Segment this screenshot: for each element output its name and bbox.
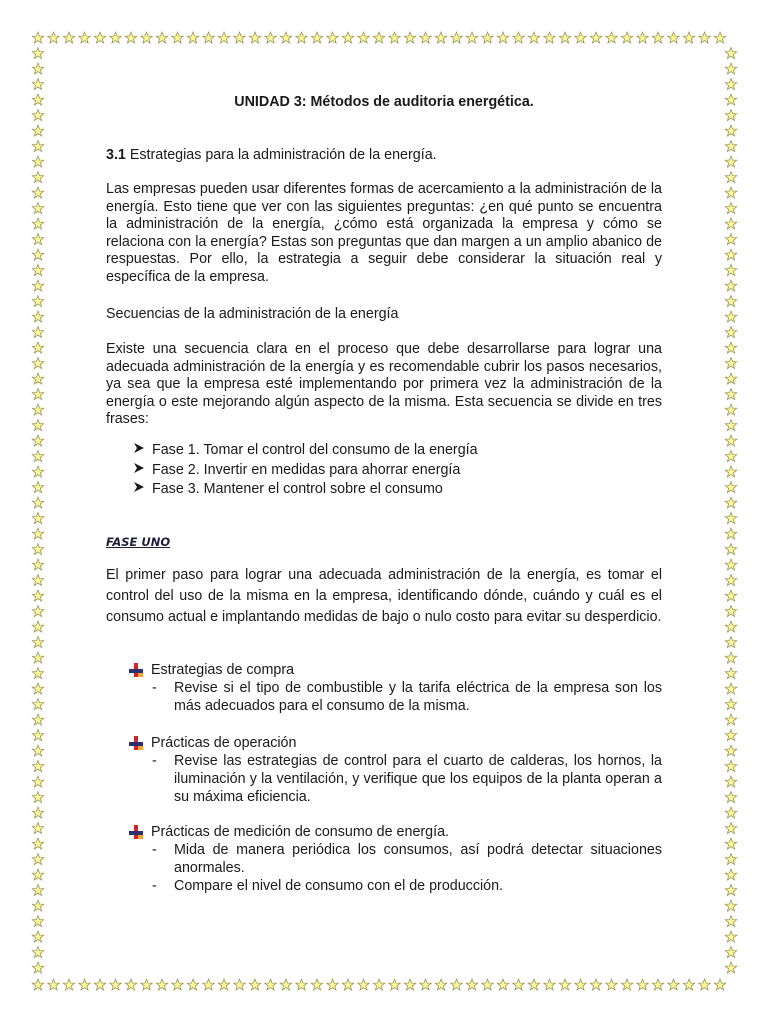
star-icon [32,420,43,431]
star-icon [32,389,43,400]
star-icon [156,32,167,43]
star-icon [725,94,736,105]
star-icon [668,979,679,990]
star-icon [725,931,736,942]
star-icon [725,172,736,183]
star-icon [32,575,43,586]
star-icon [725,838,736,849]
star-icon [32,606,43,617]
star-icon [296,979,307,990]
phase-label: Fase 2. Invertir en medidas para ahorrar energía [152,461,461,478]
strategy-item-text: Compare el nivel de consumo con el de producción. [174,878,504,894]
star-icon [249,979,260,990]
star-icon [528,979,539,990]
star-icon [725,187,736,198]
star-icon [32,962,43,973]
star-icon [32,621,43,632]
star-icon [32,156,43,167]
star-icon [513,32,524,43]
star-icon [32,916,43,927]
star-icon [725,745,736,756]
star-icon [342,32,353,43]
star-icon [218,32,229,43]
arrowhead-bullet-icon [133,442,145,454]
star-icon [714,32,725,43]
star-icon [451,979,462,990]
star-icon [544,32,555,43]
star-icon [32,497,43,508]
phase-item [133,441,478,461]
star-icon [466,32,477,43]
phase-item [133,461,478,481]
section-title: Estrategias para la administración de la energía. [129,147,437,163]
star-icon [699,32,710,43]
star-icon [32,823,43,834]
star-icon [725,559,736,570]
star-icon [32,807,43,818]
star-icon [725,947,736,958]
star-icon [32,32,43,43]
star-icon [32,730,43,741]
star-icon [725,218,736,229]
star-icon [110,979,121,990]
star-icon [725,683,736,694]
star-icon [32,745,43,756]
star-icon [280,979,291,990]
star-icon [358,32,369,43]
star-icon [725,900,736,911]
star-icon [32,435,43,446]
star-icon [725,730,736,741]
star-icon [48,32,59,43]
sequence-paragraph: Existe una secuencia clara en el proceso que debe desarrollarse para lograr una adecuada administración de la energía y es recomendable cubrir los pasos necesarios, ya sea que la empresa esté implementando por primera vez la administración de la energía o este mejorando algún aspecto de la misma. Esta secuencia se divide en tres frases: [106,341,662,428]
star-icon [435,32,446,43]
star-icon [725,311,736,322]
star-icon [32,683,43,694]
star-icon [32,172,43,183]
strategy-title: Estrategias de compra [151,662,295,678]
strategy-item: - Compare el nivel de consumo con el de producción. [152,878,504,894]
star-icon [32,48,43,59]
star-icon [559,32,570,43]
star-icon [32,979,43,990]
star-icon [265,979,276,990]
star-icon [725,544,736,555]
star-icon [172,979,183,990]
star-icon [32,761,43,772]
star-icon [725,249,736,260]
star-icon [725,497,736,508]
star-icon [725,63,736,74]
strategy-block [127,661,662,715]
star-icon [203,979,214,990]
star-icon [342,979,353,990]
strategy-item-text: Revise las estrategias de control para el cuarto de calderas, los hornos, la iluminación y la ventilación, y verifique que los equipos de la planta operan a su máxima eficiencia. [174,753,662,805]
star-icon [404,32,415,43]
star-icon [32,342,43,353]
star-icon [32,776,43,787]
strategy-block [127,823,662,895]
star-icon [141,32,152,43]
phase-label: Fase 1. Tomar el control del consumo de la energía [152,442,478,458]
star-icon [725,575,736,586]
star-icon [32,265,43,276]
star-icon [311,979,322,990]
star-icon [32,327,43,338]
star-icon [725,962,736,973]
star-icon [48,979,59,990]
star-icon [32,63,43,74]
star-icon [513,979,524,990]
star-icon [725,420,736,431]
star-icon [32,218,43,229]
star-icon [32,249,43,260]
star-icon [327,979,338,990]
star-icon [606,32,617,43]
strategy-item-text: Revise si el tipo de combustible y la tarifa eléctrica de la empresa son los más adecuados para el consumo de la misma. [174,680,662,714]
star-icon [725,528,736,539]
star-icon [683,979,694,990]
star-icon [32,714,43,725]
star-icon [725,203,736,214]
phases-list [133,441,478,500]
colored-square-bullet-icon [129,663,145,677]
star-icon [575,979,586,990]
star-icon [203,32,214,43]
star-icon [652,979,663,990]
star-icon [725,110,736,121]
star-icon [725,916,736,927]
strategy-title: Prácticas de operación [151,735,297,751]
star-icon [32,668,43,679]
star-icon [497,32,508,43]
star-icon [725,761,736,772]
subheading: Secuencias de la administración de la energía [106,306,399,322]
star-icon [621,979,632,990]
star-icon [725,823,736,834]
strategy-title: Prácticas de medición de consumo de energía. [151,824,450,840]
phase-label: Fase 3. Mantener el control sobre el consumo [152,481,443,498]
star-icon [725,404,736,415]
star-icon [725,792,736,803]
star-icon [725,621,736,632]
star-icon [156,979,167,990]
star-icon [280,32,291,43]
star-icon [373,32,384,43]
colored-square-bullet-icon [129,825,145,839]
star-icon [435,979,446,990]
star-icon [125,32,136,43]
star-icon [32,528,43,539]
star-icon [32,110,43,121]
star-icon [725,296,736,307]
star-icon [32,869,43,880]
star-icon [110,32,121,43]
star-icon [621,32,632,43]
star-icon [725,125,736,136]
star-icon [725,451,736,462]
strategy-title-row [127,823,662,841]
star-icon [63,979,74,990]
fase-uno-paragraph: El primer paso para lograr una adecuada administración de la energía, es tomar el control del uso de la misma en la empresa, identificando dónde, cuándo y cuál es el consumo actual e implantando medidas de bajo o nulo costo para evitar su desperdicio. [106,567,662,626]
star-icon [32,947,43,958]
star-icon [32,792,43,803]
star-icon [32,125,43,136]
star-icon [652,32,663,43]
star-icon [234,979,245,990]
star-icon [32,203,43,214]
star-icon [725,590,736,601]
star-icon [725,156,736,167]
star-icon [389,979,400,990]
star-icon [725,389,736,400]
star-icon [497,979,508,990]
star-icon [32,79,43,90]
star-icon [725,280,736,291]
star-icon [725,466,736,477]
star-icon [482,32,493,43]
star-icon [32,296,43,307]
star-icon [172,32,183,43]
star-icon [32,854,43,865]
star-icon [358,979,369,990]
star-icon [296,32,307,43]
star-icon [637,32,648,43]
star-icon [32,652,43,663]
star-icon [32,187,43,198]
star-icon [79,32,90,43]
star-icon [528,32,539,43]
star-icon [32,559,43,570]
star-icon [32,311,43,322]
star-icon [373,979,384,990]
section-number: 3.1 [106,147,126,163]
star-icon [32,513,43,524]
star-icon [451,32,462,43]
section-heading [106,147,662,165]
star-icon [714,979,725,990]
star-icon [683,32,694,43]
star-icon [32,838,43,849]
star-icon [725,358,736,369]
star-icon [32,404,43,415]
star-icon [544,979,555,990]
star-icon [725,79,736,90]
star-icon [725,342,736,353]
star-icon [32,141,43,152]
star-icon [94,979,105,990]
star-icon [63,32,74,43]
star-icon [187,979,198,990]
star-icon [32,280,43,291]
arrowhead-bullet-icon [133,462,145,474]
star-icon [725,869,736,880]
star-icon [32,482,43,493]
star-icon [725,668,736,679]
star-icon [725,435,736,446]
star-icon [725,48,736,59]
strategy-item: - Mida de manera periódica los consumos, así podrá detectar situaciones anormales. [152,842,662,876]
fase-uno-heading: FASE UNO [106,535,171,549]
star-icon [32,234,43,245]
star-icon [218,979,229,990]
star-icon [725,482,736,493]
star-icon [32,900,43,911]
star-icon [575,32,586,43]
star-icon [725,141,736,152]
arrowhead-bullet-icon [133,481,145,493]
star-icon [32,699,43,710]
star-icon [725,854,736,865]
star-icon [482,979,493,990]
star-icon [32,590,43,601]
star-icon [725,513,736,524]
star-icon [234,32,245,43]
star-icon [637,979,648,990]
star-icon [725,699,736,710]
star-icon [725,606,736,617]
star-icon [389,32,400,43]
star-icon [141,979,152,990]
star-icon [32,931,43,942]
star-icon [420,979,431,990]
strategy-title-row [127,661,662,679]
star-icon [466,979,477,990]
star-icon [32,94,43,105]
star-icon [32,544,43,555]
strategy-item: - Revise si el tipo de combustible y la tarifa eléctrica de la empresa son los más adecuados para el consumo de la misma. [152,680,662,714]
star-icon [725,373,736,384]
star-icon [32,358,43,369]
star-icon [606,979,617,990]
star-icon [725,327,736,338]
colored-square-bullet-icon [129,736,145,750]
strategy-item-text: Mida de manera periódica los consumos, así podrá detectar situaciones anormales. [174,842,662,876]
star-icon [187,32,198,43]
star-icon [311,32,322,43]
star-icon [404,979,415,990]
star-icon [725,234,736,245]
star-icon [725,714,736,725]
star-icon [79,979,90,990]
star-icon [725,637,736,648]
star-icon [32,466,43,477]
phase-item [133,480,478,500]
star-icon [32,885,43,896]
star-icon [725,265,736,276]
strategy-title-row [127,734,662,752]
star-icon [725,885,736,896]
star-icon [590,32,601,43]
intro-paragraph: Las empresas pueden usar diferentes formas de acercamiento a la administración de la energía. Esto tiene que ver con las siguientes preguntas: ¿en qué punto se encuentra la administración de la energía, ¿cómo está organizada la empresa y cómo se relaciona con la energía? Estas son preguntas que dan margen a un amplio abanico de respuestas. Por ello, la estrategia a seguir debe considerar la situación real y específica de la empresa. [106,181,662,285]
star-icon [265,32,276,43]
star-icon [32,373,43,384]
star-icon [559,979,570,990]
star-icon [420,32,431,43]
star-icon [94,32,105,43]
star-icon [125,979,136,990]
star-icon [327,32,338,43]
star-icon [249,32,260,43]
star-icon [725,807,736,818]
star-icon [699,979,710,990]
star-icon [32,451,43,462]
star-icon [668,32,679,43]
star-icon [590,979,601,990]
star-icon [32,637,43,648]
star-icon [725,652,736,663]
strategy-block [127,734,662,806]
strategy-item: - Revise las estrategias de control para el cuarto de calderas, los hornos, la iluminación y la ventilación, y verifique que los equipos de la planta operan a su máxima eficiencia. [152,753,662,805]
page-title: UNIDAD 3: Métodos de auditoria energética. [234,94,534,110]
star-icon [725,776,736,787]
